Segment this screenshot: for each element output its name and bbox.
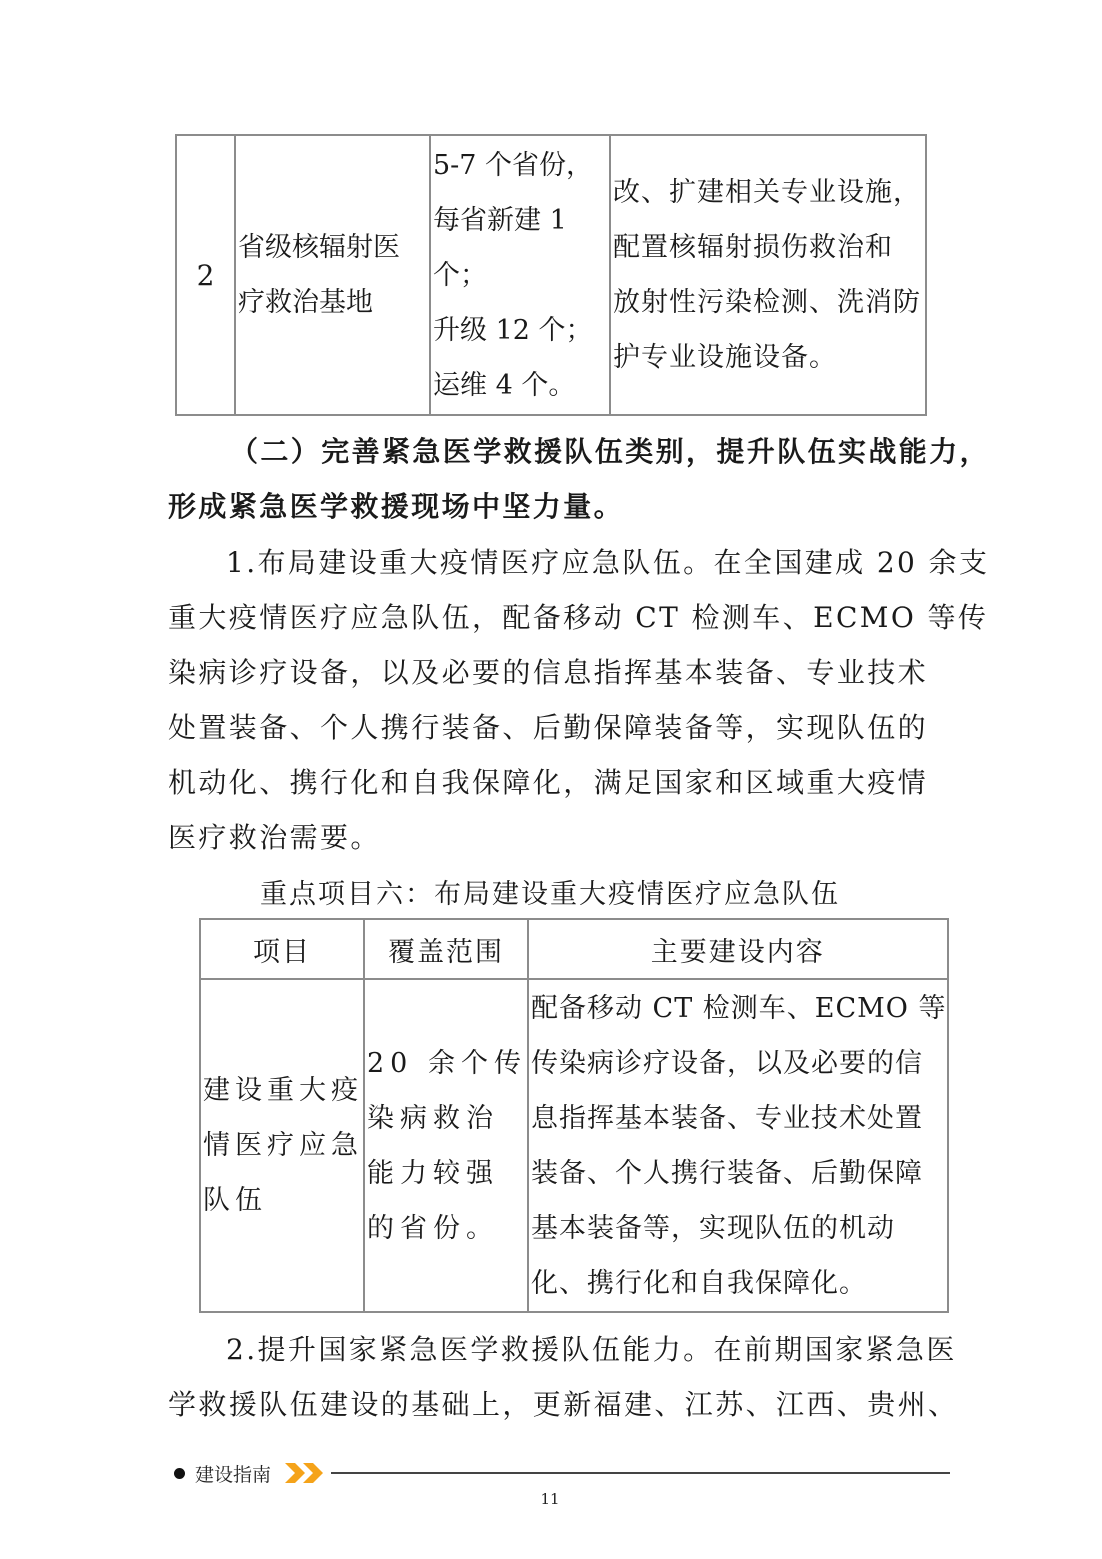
- content-cell: 配备移动 CT 检测车、ECMO 等 传染病诊疗设备，以及必要的信 息指挥基本装备、专业技术处置 装备、个人携行装备、后勤保障 基本装备等，实现队伍的机动 化、携行化和自我保障化。: [528, 979, 948, 1312]
- section-heading: （二）完善紧急医学救援队伍类别，提升队伍实战能力， 形成紧急医学救援现场中坚力量。: [168, 435, 991, 523]
- header-project: 项目: [200, 919, 364, 979]
- row-index: 2: [176, 135, 235, 415]
- header-content: 主要建设内容: [528, 919, 948, 979]
- bullet-icon: [174, 1468, 185, 1479]
- table-row: [176, 135, 926, 415]
- table-row: [200, 979, 948, 1312]
- project-cell: 建设重大疫 情医疗应急 队伍: [200, 979, 364, 1312]
- scope-cell: 20 余个传 染病救治 能力较强 的省份。: [364, 979, 528, 1312]
- key-project-table: [199, 918, 949, 1313]
- project-table-continued: [175, 134, 927, 416]
- footer-divider: [331, 1472, 950, 1474]
- table-caption: 重点项目六：布局建设重大疫情医疗应急队伍: [260, 879, 840, 910]
- page-footer: [170, 1458, 950, 1488]
- footer-label: 建设指南: [195, 1463, 272, 1486]
- page-number: 11: [540, 1490, 560, 1508]
- table-header-row: [200, 919, 948, 979]
- content-cell: 改、扩建相关专业设施， 配置核辐射损伤救治和 放射性污染检测、洗消防 护专业设施设备。: [610, 135, 926, 415]
- paragraph-2: 2.提升国家紧急医学救援队伍能力。在前期国家紧急医 学救援队伍建设的基础上，更新福建、江苏、江西、贵州、: [168, 1333, 959, 1421]
- project-cell: 省级核辐射医 疗救治基地: [235, 135, 430, 415]
- double-chevron-icon: [283, 1461, 327, 1485]
- scope-cell: 5-7 个省份， 每省新建 1 个； 升级 12 个； 运维 4 个。: [430, 135, 610, 415]
- header-scope: 覆盖范围: [364, 919, 528, 979]
- paragraph-1: 1.布局建设重大疫情医疗应急队伍。在全国建成 20 余支 重大疫情医疗应急队伍，配备移动 CT 检测车、ECMO 等传 染病诊疗设备，以及必要的信息指挥基本装备、专业技术 处置装备、个人携行装备、后勤保障装备等，实现队伍的 机动化、携行化和自我保障化，满足国家和区域重大疫情 医疗救治需要。: [168, 546, 990, 854]
